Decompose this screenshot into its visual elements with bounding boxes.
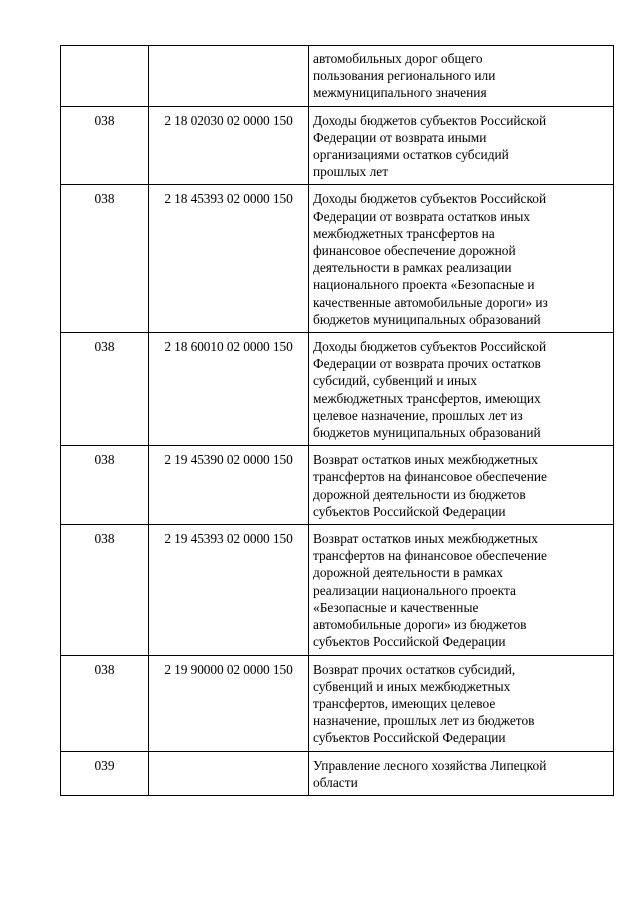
- income-name-line: организациями остатков субсидий: [313, 147, 509, 163]
- income-name-line: субъектов Российской Федерации: [313, 634, 506, 650]
- income-name-cell: [309, 751, 614, 795]
- income-name-line: Доходы бюджетов субъектов Российской: [313, 112, 547, 128]
- table-row: [61, 655, 614, 751]
- budget-code-cell: 2 19 90000 02 0000 150: [149, 655, 309, 751]
- income-name-cell: [309, 106, 614, 185]
- income-name-line: субсидий, субвенций и иных: [313, 373, 477, 389]
- table-row: [61, 46, 614, 107]
- admin-code-cell: 038: [61, 655, 149, 751]
- budget-code-cell: [149, 46, 309, 107]
- budget-code-cell: [149, 751, 309, 795]
- income-name-line: Возврат остатков иных межбюджетных: [313, 452, 538, 468]
- table-row: [61, 446, 614, 525]
- admin-code-cell: 038: [61, 333, 149, 446]
- income-name-line: качественные автомобильные дороги» из: [313, 294, 548, 310]
- income-name-line: субъектов Российской Федерации: [313, 503, 506, 519]
- budget-code-cell: 2 18 02030 02 0000 150: [149, 106, 309, 185]
- income-name-line: пользования регионального или: [313, 68, 496, 84]
- admin-code-cell: 038: [61, 446, 149, 525]
- income-name-line: целевое назначение, прошлых лет из: [313, 407, 523, 423]
- income-name-line: Федерации от возврата остатков иных: [313, 208, 531, 224]
- admin-code-cell: 038: [61, 185, 149, 333]
- income-name-line: «Безопасные и качественные: [313, 599, 479, 615]
- income-name-line: автомобильных дорог общего: [313, 51, 483, 66]
- income-name-line: Управление лесного хозяйства Липецкой: [313, 757, 547, 773]
- income-name-cell: [309, 655, 614, 751]
- income-name-line: национального проекта «Безопасные и: [313, 277, 535, 293]
- income-name-line: трансфертов на финансовое обеспечение: [313, 548, 547, 564]
- income-name-line: субвенций и иных межбюджетных: [313, 678, 511, 694]
- income-name-line: прошлых лет: [313, 164, 389, 180]
- budget-code-cell: 2 19 45390 02 0000 150: [149, 446, 309, 525]
- income-name-line: Доходы бюджетов субъектов Российской: [313, 339, 547, 355]
- table-row: [61, 185, 614, 333]
- income-name-line: бюджетов муниципальных образований: [313, 311, 541, 327]
- income-name-cell: [309, 446, 614, 525]
- income-name-line: трансфертов, имеющих целевое: [313, 695, 496, 711]
- table-row: [61, 333, 614, 446]
- budget-code-cell: 2 19 45393 02 0000 150: [149, 525, 309, 655]
- income-name-line: дорожной деятельности в рамках: [313, 565, 503, 581]
- income-name-line: деятельности в рамках реализации: [313, 260, 512, 276]
- income-name-cell: [309, 525, 614, 655]
- admin-code-cell: 038: [61, 106, 149, 185]
- income-name-line: межмуниципального значения: [313, 85, 487, 101]
- income-name-line: Возврат прочих остатков субсидий,: [313, 661, 516, 677]
- budget-code-cell: 2 18 60010 02 0000 150: [149, 333, 309, 446]
- income-name-line: Федерации от возврата иными: [313, 129, 487, 145]
- income-name-line: бюджетов муниципальных образований: [313, 425, 541, 441]
- table-body: [61, 46, 614, 796]
- income-name-line: дорожной деятельности из бюджетов: [313, 486, 526, 502]
- income-name-line: области: [313, 774, 358, 790]
- income-name-cell: [309, 185, 614, 333]
- admin-code-cell: 039: [61, 751, 149, 795]
- table-row: [61, 106, 614, 185]
- admin-code-cell: 038: [61, 525, 149, 655]
- budget-code-cell: 2 18 45393 02 0000 150: [149, 185, 309, 333]
- income-name-line: назначение, прошлых лет из бюджетов: [313, 713, 535, 729]
- income-name-line: Возврат остатков иных межбюджетных: [313, 531, 538, 547]
- income-name-line: межбюджетных трансфертов на: [313, 225, 495, 241]
- budget-classification-table: [60, 45, 614, 796]
- income-name-cell: [309, 333, 614, 446]
- income-name-line: трансфертов на финансовое обеспечение: [313, 469, 547, 485]
- income-name-line: реализации национального проекта: [313, 582, 516, 598]
- income-name-line: финансовое обеспечение дорожной: [313, 243, 516, 259]
- income-name-line: субъектов Российской Федерации: [313, 730, 506, 746]
- income-name-line: межбюджетных трансфертов, имеющих: [313, 390, 541, 406]
- income-name-line: автомобильные дороги» из бюджетов: [313, 617, 527, 633]
- admin-code-cell: [61, 46, 149, 107]
- table-row: [61, 525, 614, 655]
- income-name-line: Федерации от возврата прочих остатков: [313, 356, 541, 372]
- table-row: [61, 751, 614, 795]
- income-name-cell: [309, 46, 614, 107]
- income-name-line: Доходы бюджетов субъектов Российской: [313, 191, 547, 207]
